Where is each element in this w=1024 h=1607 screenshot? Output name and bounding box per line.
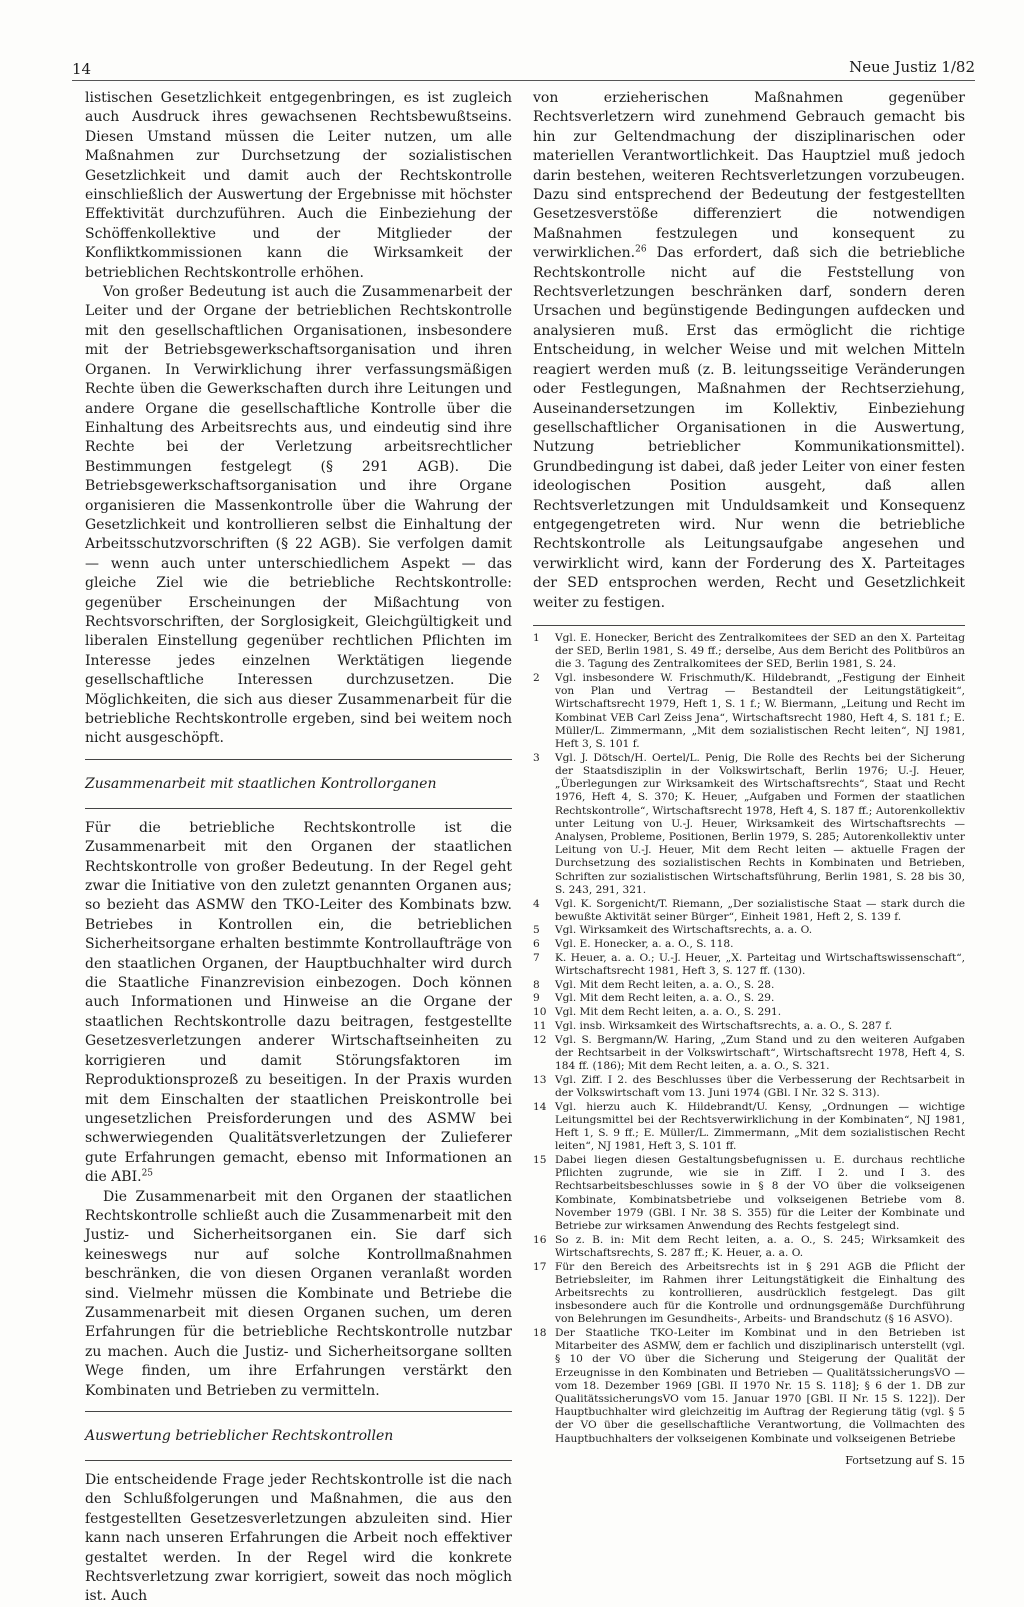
journal-issue: Neue Justiz 1/82 bbox=[849, 58, 975, 76]
footnote-text: Vgl. Mit dem Recht leiten, a. a. O., S. 291. bbox=[555, 1006, 782, 1019]
footnote-number: 1 bbox=[533, 631, 540, 644]
footnote bbox=[533, 1234, 965, 1260]
footnote bbox=[533, 632, 965, 672]
footnote-number: 13 bbox=[533, 1073, 547, 1086]
footnote bbox=[533, 1074, 965, 1100]
paragraph: Die entscheidende Frage jeder Rechtskontrolle ist die nach den Schlußfolgerungen und Maßnahmen, die aus den festgestellten Gesetzesverletzungen abzuleiten sind. Hier kann nach unseren Erfahrungen die Arbeit noch effektiver gestaltet werden. In der Regel wird die konkrete Rechtsverletzung zwar korrigiert, soweit das noch möglich ist. Auch bbox=[85, 1472, 512, 1605]
footnote bbox=[533, 898, 965, 924]
section-heading-box bbox=[85, 759, 512, 809]
footnote bbox=[533, 1327, 965, 1446]
footnote-text: Für den Bereich des Arbeitsrechts ist in § 291 AGB die Pflicht der Betriebsleiter, im Rahmen ihrer Leitungstätigkeit die Einhaltung des Arbeitsrechts zu kontrollieren, ausdrücklich festgelegt. Das gilt insbesondere auch für die Kontrolle und ordnungsgemäße Durchführung von Belehrungen im Gesundheits-, Arbeits- und Brandschutz (§ 16 ASVO). bbox=[555, 1260, 965, 1326]
paragraph: Von großer Bedeutung ist auch die Zusammenarbeit der Leiter und der Organe der betrieblichen Rechtskontrolle mit den gesellschaftlichen Organisationen, insbesondere mit der Betriebsgewerkschaftsorganisation und ihren Organen. In Verwirklichung ihrer verfassungsmäßigen Rechte üben die Gewerkschaften durch ihre Leitungen und andere Organe die gesellschaftliche Kontrolle über die Einhaltung des Arbeitsrechts aus, und eindeutig sind ihre Rechte bei der Verletzung arbeitsrechtlicher Bestimmungen festgelegt (§ 291 AGB). Die Betriebsgewerkschaftsorganisation und ihre Organe organisieren die Massenkontrolle über die Wahrung der Gesetzlichkeit und kontrollieren selbst die Einhaltung der Arbeitsschutzvorschriften (§ 22 AGB). Sie verfolgen damit — wenn auch unter unterschiedlichem Aspekt — das gleiche Ziel wie die betriebliche Rechtskontrolle: gegenüber Erscheinungen der Mißachtung von Rechtsvorschriften, der Sorglosigkeit, Gleichgültigkeit und liberalen Einstellung gegenüber rechtlichen Pflichten im Interesse jedes einzelnen Werktätigen liegende gesellschaftliche Interessen durchzusetzen. Die Möglichkeiten, die sich aus dieser Zusammenarbeit für die betriebliche Rechtskontrolle ergeben, sind bei weitem noch nicht ausgeschöpft. bbox=[85, 284, 512, 747]
footnote bbox=[533, 1006, 965, 1019]
footnote-text: Vgl. K. Sorgenicht/T. Riemann, „Der sozialistische Staat — stark durch die bewußte Aktivität seiner Bürger“, Einheit 1981, Heft 2, S. 139 f. bbox=[555, 897, 965, 923]
right-column bbox=[533, 89, 965, 1467]
footnote-text: Vgl. S. Bergmann/W. Haring, „Zum Stand und zu den weiteren Aufgaben der Rechtsarbeit in der Volkswirtschaft“, Wirtschaftsrecht 1978, Heft 4, S. 184 ff. (186); Mit dem Recht leiten, a. a. O., S. 321. bbox=[555, 1033, 965, 1072]
section-heading: Zusammenarbeit mit staatlichen Kontrollorganen bbox=[85, 775, 437, 792]
footnote-number: 2 bbox=[533, 672, 540, 685]
footnote-text: Vgl. insb. Wirksamkeit des Wirtschaftsrechts, a. a. O., S. 287 f. bbox=[555, 1019, 893, 1032]
footnote-text: So z. B. in: Mit dem Recht leiten, a. a. O., S. 245; Wirksamkeit des Wirtschaftsrechts, S. 287 ff.; K. Heuer, a. a. O. bbox=[555, 1233, 965, 1259]
section-heading: Auswertung betrieblicher Rechtskontrollen bbox=[85, 1428, 394, 1444]
footnote-ref: 25 bbox=[141, 1168, 154, 1179]
footnote-text: Dabei liegen diesen Gestaltungsbefugnissen u. E. durchaus rechtliche Pflichten zugrunde, wie sie in Ziff. I 2. und I 3. des Rechtsarbeitsbeschlusses sowie in § 8 der VO über die volkseigenen Kombinate, Kombinatsbetriebe und volkseigenen Betriebe vom 8. November 1979 (GBl. I Nr. 38 S. 355) für die Leiter der Kombinate und Betriebe zur wirksamen Anwendung des Rechts festgelegt sind. bbox=[555, 1153, 965, 1232]
footnote bbox=[533, 752, 965, 897]
footnote-number: 17 bbox=[533, 1260, 547, 1273]
footnote-list bbox=[533, 632, 965, 1446]
footnote bbox=[533, 979, 965, 992]
footnote-number: 4 bbox=[533, 897, 540, 910]
footnote-text: Vgl. Mit dem Recht leiten, a. a. O., S. 29. bbox=[555, 992, 775, 1005]
footnote-text: Vgl. Ziff. I 2. des Beschlusses über die Verbesserung der Rechtsarbeit in der Volkswirtschaft vom 13. Juni 1974 (GBl. I Nr. 32 S. 313). bbox=[555, 1073, 965, 1099]
footnote-number: 15 bbox=[533, 1153, 547, 1166]
footnote-text: Vgl. Wirksamkeit des Wirtschaftsrechts, a. a. O. bbox=[555, 924, 813, 937]
footnote-divider bbox=[533, 625, 965, 626]
footnote-number: 7 bbox=[533, 951, 540, 964]
paragraph-text: von erzieherischen Maßnahmen gegenüber Rechtsverletzern wird zunehmend Gebrauch gemacht bis hin zur Geltendmachung der disziplinarischen oder materiellen Verantwortlichkeit. Das Hauptziel muß jedoch darin bestehen, weiteren Rechtsverletzungen vorzubeugen. Dazu sind entsprechend der Bedeutung der festgestellten Gesetzesverstöße differenziert die notwendigen Maßnahmen festzulegen und konsequent zu verwirklichen. bbox=[533, 90, 965, 262]
footnote-number: 6 bbox=[533, 938, 540, 951]
continued-note: Fortsetzung auf S. 15 bbox=[845, 1453, 965, 1467]
footnote bbox=[533, 924, 965, 937]
footnote bbox=[533, 952, 965, 978]
paragraph-text: Für die betriebliche Rechtskontrolle ist die Zusammenarbeit mit den Organen der staatlichen Rechtskontrolle von großer Bedeutung. In der Regel geht zwar die Initiative von den zuletzt genannten Organen aus; so bezieht das ASMW den TKO-Leiter des Kombinats bzw. Betriebes in Kontrollen ein, die betrieblichen Sicherheitsorgane erhalten bestimmte Kontrollaufträge von den staatlichen Organen, der Hauptbuchhalter wird durch die Staatliche Finanzrevision einbezogen. Doch können auch Informationen und Hinweise an die Organe der staatlichen Rechtskontrolle dazu beitragen, festgestellte Gesetzesverletzungen anderer Wirtschaftseinheiten zu korrigieren und damit Störungsfaktoren im Reproduktionsprozeß zu beseitigen. In der Praxis wurden mit dem Einschalten der staatlichen Preiskontrolle bei ungesetzlichen Preisforderungen und des ASMW bei schwerwiegenden Qualitätsverletzungen der Zulieferer gute Erfahrungen gemacht, ebenso mit Informationen an die ABI. bbox=[85, 819, 512, 1186]
footnote-number: 14 bbox=[533, 1100, 547, 1113]
footnote bbox=[533, 672, 965, 751]
footnote-text: Vgl. insbesondere W. Frischmuth/K. Hildebrandt, „Festigung der Einheit von Plan und Vertrag — Bestandteil der Leitungstätigkeit“, Wirtschaftsrecht 1979, Heft 1, S. 1 f.; W. Biermann, „Leitung und Recht im Kombinat VEB Carl Zeiss Jena“, Wirtschaftsrecht 1980, Heft 4, S. 181 f.; E. Müller/L. Zimmermann, „Mit dem sozialistischen Recht leiten“, NJ 1981, Heft 3, S. 101 f. bbox=[555, 672, 965, 751]
footnote-number: 5 bbox=[533, 924, 540, 937]
footnote-number: 8 bbox=[533, 978, 540, 991]
footnote bbox=[533, 992, 965, 1005]
left-column bbox=[85, 89, 512, 1607]
page-number: 14 bbox=[72, 60, 92, 78]
page-header bbox=[72, 58, 975, 81]
footnote-text: Vgl. E. Honecker, a. a. O., S. 118. bbox=[555, 938, 734, 951]
paragraph: Die Zusammenarbeit mit den Organen der staatlichen Rechtskontrolle schließt auch die Zusammenarbeit mit den Justiz- und Sicherheitsorganen ein. Sie darf sich keineswegs nur auf solche Kontrollmaßnahmen beschränken, die von diesen Organen veranlaßt worden sind. Vielmehr müssen die Kombinate und Betriebe die Zusammenarbeit mit diesen Organen suchen, um deren Erfahrungen für die betriebliche Rechtskontrolle nutzbar zu machen. Auch die Justiz- und Sicherheitsorgane sollten Wege finden, um ihre Erfahrungen verstärkt den Kombinaten und Betrieben zu vermitteln. bbox=[85, 1188, 512, 1399]
paragraph bbox=[533, 89, 965, 613]
paragraph: listischen Gesetzlichkeit entgegenbringen, es ist zugleich auch Ausdruck ihres gewachsenen Rechtsbewußtseins. Diesen Umstand müssen die Leiter nutzen, um alle Maßnahmen zur Durchsetzung der sozialistischen Gesetzlichkeit und damit auch der Rechtskontrolle einschließlich der Auswertung der Ergebnisse mit höchster Effektivität durchzuführen. Auch die Einbeziehung der Schöffenkollektive und der Mitglieder der Konfliktkommissionen kann die Wirksamkeit der betrieblichen Rechtskontrolle erhöhen. bbox=[85, 90, 512, 281]
footnote-number: 16 bbox=[533, 1233, 547, 1246]
section-heading-box bbox=[85, 1411, 512, 1461]
footnote-text: Der Staatliche TKO-Leiter im Kombinat und in den Betrieben ist Mitarbeiter des ASMW, dem er fachlich und disziplinarisch unterstellt (vgl. § 10 der VO über die Sicherung und Steigerung der Qualität der Erzeugnisse in den Kombinaten und Betrieben — QualitätssicherungsVO — vom 18. Dezember 1969 [GBl. II 1970 Nr. 15 S. 118]; § 6 der 1. DB zur QualitätssicherungsVO vom 15. Januar 1970 [GBl. II Nr. 15 S. 122]). Der Hauptbuchhalter wird gleichzeitig im Auftrag der Regierung tätig (vgl. § 5 der VO über die gesellschaftliche Verantwortung, die Vollmachten des Hauptbuchhalters der volkseigenen Kombinate und volkseigenen Betriebe bbox=[555, 1327, 965, 1445]
footnote-text: K. Heuer, a. a. O.; U.-J. Heuer, „X. Parteitag und Wirtschaftswissenschaft“, Wirtschaftsrecht 1981, Heft 3, S. 127 ff. (130). bbox=[555, 951, 965, 978]
footnote bbox=[533, 1261, 965, 1327]
footnote bbox=[533, 938, 965, 951]
footnote-number: 9 bbox=[533, 992, 540, 1005]
footnote-number: 10 bbox=[533, 1006, 547, 1019]
footnote bbox=[533, 1034, 965, 1074]
footnote bbox=[533, 1101, 965, 1154]
footnote-text: Vgl. Mit dem Recht leiten, a. a. O., S. 28. bbox=[555, 978, 775, 991]
footnote-number: 11 bbox=[533, 1019, 547, 1032]
paragraph-text: Das erfordert, daß sich die betriebliche Rechtskontrolle nicht auf die Feststellung von Rechtsverletzungen beschränken darf, sondern deren Ursachen und begünstigende Bedingungen aufdecken und analysieren muß. Erst das ermöglicht die richtige Entscheidung, in welcher Weise und mit welchen Mitteln reagiert werden muß (z. B. leitungsseitige Veränderungen oder Festlegungen, Maßnahmen der Rechtserziehung, Auseinandersetzungen im Kollektiv, Einbeziehung gesellschaftlicher Organisationen in die Auswertung, Nutzung betrieblicher Kommunikationsmittel). Grundbedingung ist dabei, daß jeder Leiter von einer festen ideologischen Position ausgeht, daß allen Rechtsverletzungen mit Unduldsamkeit und Konsequenz entgegengetreten wird. Nur wenn die betriebliche Rechtskontrolle als Leitungsaufgabe angesehen und verwirklicht wird, kann der Forderung des X. Parteitages der SED entsprochen werden, Recht und Gesetzlichkeit weiter zu festigen. bbox=[533, 245, 965, 611]
footnote-ref: 26 bbox=[635, 244, 647, 255]
footnote-text: Vgl. E. Honecker, Bericht des Zentralkomitees der SED an den X. Parteitag der SED, Berlin 1981, S. 49 ff.; derselbe, Aus dem Bericht des Politbüros an die 3. Tagung des Zentralkomitees der SED, Berlin 1981, S. 24. bbox=[555, 631, 965, 671]
footnote-text: Vgl. hierzu auch K. Hildebrandt/U. Kensy, „Ordnungen — wichtige Leitungsmittel bei der Rechtsverwirklichung in der Kombinaten“, NJ 1981, Heft 1, S. 9 ff.; E. Müller/L. Zimmermann, „Mit dem sozialistischen Recht leiten“, NJ 1981, Heft 3, S. 101 ff. bbox=[555, 1100, 965, 1153]
paragraph bbox=[85, 819, 512, 1188]
footnote-number: 3 bbox=[533, 751, 540, 764]
footnote-number: 12 bbox=[533, 1033, 547, 1046]
footnote-text: Vgl. J. Dötsch/H. Oertel/L. Penig, Die Rolle des Rechts bei der Sicherung der Staatsdisziplin in der Volkswirtschaft, Berlin 1976; U.-J. Heuer, „Überlegungen zur Wirksamkeit des Wirtschaftsrechts“, Staat und Recht 1976, Heft 4, S. 370; K. Heuer, „Aufgaben und Formen der staatlichen Rechtskontrolle“, Wirtschaftsrecht 1978, Heft 4, S. 187 ff.; Autorenkollektiv unter Leitung von U.-J. Heuer, Wirksamkeit des Wirtschaftsrechts — Analysen, Probleme, Positionen, Berlin 1979, S. 285; Autorenkollektiv unter Leitung von U.-J. Heuer, Mit dem Recht leiten — aktuelle Fragen der Durchsetzung des sozialistischen Rechts in Kombinaten und Betrieben, Schriften zur sozialistischen Wirtschaftsführung, Berlin 1981, S. 28 bis 30, S. 243, 291, 321. bbox=[555, 751, 965, 896]
footnote bbox=[533, 1154, 965, 1233]
footnote bbox=[533, 1020, 965, 1033]
footnote-number: 18 bbox=[533, 1327, 547, 1340]
